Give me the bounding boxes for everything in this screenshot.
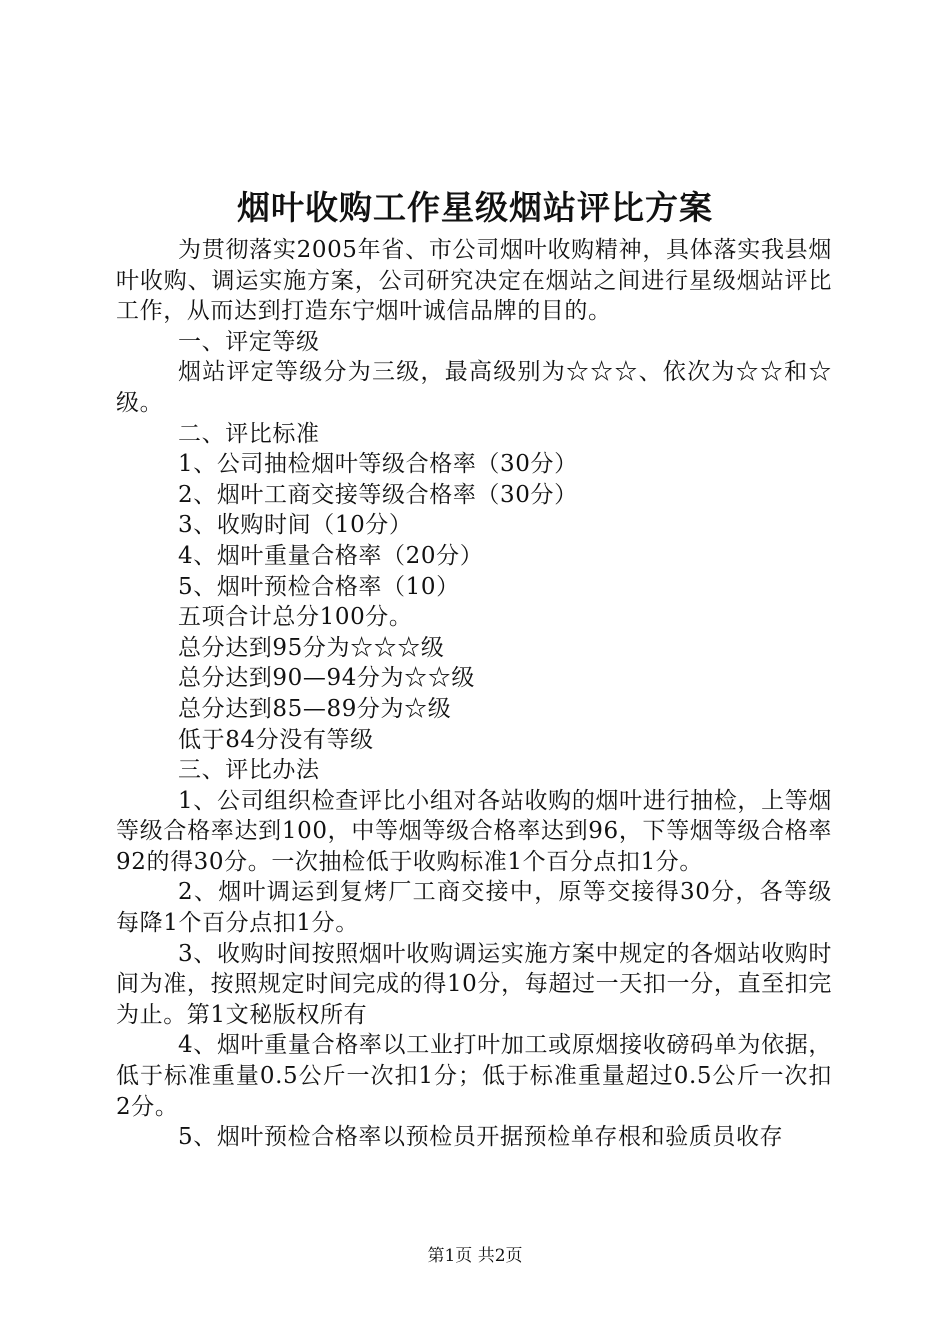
section-heading-criteria: 二、评比标准 — [178, 420, 320, 447]
method-paragraph: 3、收购时间按照烟叶收购调运实施方案中规定的各烟站收购时间为准，按照规定时间完成的得10分，每超过一天扣一分，直至扣完为止。第1文秘版权所有 — [116, 940, 832, 1028]
total-score-line: 五项合计总分100分。 — [178, 604, 413, 631]
criteria-item: 1、公司抽检烟叶等级合格率（30分） — [178, 451, 578, 478]
paragraph-intro: 为贯彻落实2005年省、市公司烟叶收购精神，具体落实我县烟叶收购、调运实施方案，公司研究决定在烟站之间进行星级烟站评比工作，从而达到打造东宁烟叶诚信品牌的目的。 — [116, 237, 832, 325]
score-level-line: 总分达到85—89分为☆级 — [178, 695, 452, 722]
method-paragraph: 5、烟叶预检合格率以预检员开据预检单存根和验质员收存 — [178, 1124, 784, 1151]
method-paragraph: 4、烟叶重量合格率以工业打叶加工或原烟接收磅码单为依据，低于标准重量0.5公斤一次扣1分；低于标准重量超过0.5公斤一次扣2分。 — [116, 1032, 832, 1120]
method-paragraph: 1、公司组织检查评比小组对各站收购的烟叶进行抽检，上等烟等级合格率达到100，中等烟等级合格率达到96，下等烟等级合格率92的得30分。一次抽检低于收购标准1个百分点扣1分。 — [116, 787, 832, 875]
criteria-item: 4、烟叶重量合格率（20分） — [178, 542, 484, 569]
score-level-line: 总分达到90—94分为☆☆级 — [178, 665, 475, 692]
method-paragraph: 2、烟叶调运到复烤厂工商交接中，原等交接得30分，各等级每降1个百分点扣1分。 — [116, 879, 832, 937]
score-level-line: 总分达到95分为☆☆☆级 — [178, 634, 445, 661]
paragraph-grade-levels: 烟站评定等级分为三级，最高级别为☆☆☆、依次为☆☆和☆级。 — [116, 359, 832, 416]
section-heading-method: 三、评比办法 — [178, 757, 320, 784]
criteria-item: 2、烟叶工商交接等级合格率（30分） — [178, 481, 578, 508]
score-level-line: 低于84分没有等级 — [178, 726, 374, 753]
section-heading-grade: 一、评定等级 — [178, 328, 320, 355]
document-title: 烟叶收购工作星级烟站评比方案 — [237, 188, 713, 227]
criteria-item: 3、收购时间（10分） — [178, 512, 413, 539]
criteria-item: 5、烟叶预检合格率（10） — [178, 573, 460, 600]
page-footer: 第1页 共2页 — [427, 1246, 523, 1266]
document-body — [116, 235, 832, 1153]
